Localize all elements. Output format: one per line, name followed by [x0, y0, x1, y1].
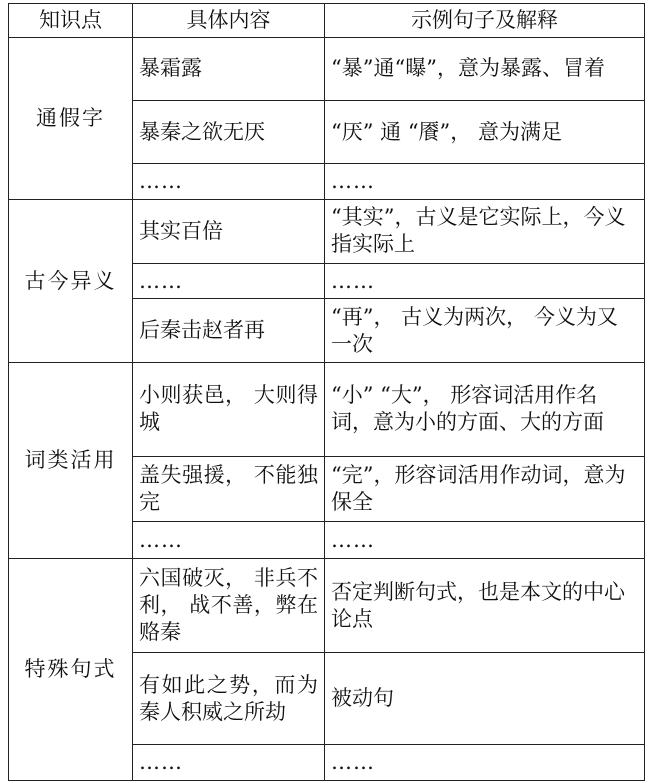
table-row: [9, 37, 645, 100]
content-cell: 暴霜露: [133, 37, 325, 100]
table-row: [9, 200, 645, 263]
content-cell: ……: [133, 745, 325, 781]
example-cell: ……: [325, 263, 645, 299]
content-cell: 有如此之势，而为秦人积威之所劫: [133, 653, 325, 745]
knowledge-table: [8, 3, 645, 781]
content-cell: 盖失强援， 不能独完: [133, 456, 325, 521]
header-row: [9, 4, 645, 38]
content-cell: 暴秦之欲无厌: [133, 101, 325, 164]
header-example: 示例句子及解释: [325, 4, 645, 38]
example-cell: “小” “大”， 形容词活用作名词，意为小的方面、大的方面: [325, 362, 645, 456]
content-cell: ……: [133, 522, 325, 559]
table-row: [9, 559, 645, 653]
example-cell: “再”， 古义为两次， 今义为又一次: [325, 299, 645, 362]
knowledge-point-cell: 古今异义: [9, 200, 133, 363]
content-cell: ……: [133, 164, 325, 200]
content-cell: 其实百倍: [133, 200, 325, 263]
example-cell: ……: [325, 164, 645, 200]
content-cell: 六国破灭， 非兵不利， 战不善，弊在赂秦: [133, 559, 325, 653]
knowledge-point-cell: 词类活用: [9, 362, 133, 558]
content-cell: ……: [133, 263, 325, 299]
knowledge-point-cell: 通假字: [9, 37, 133, 200]
example-cell: “完”，形容词活用作动词，意为保全: [325, 456, 645, 521]
content-cell: 小则获邑， 大则得城: [133, 362, 325, 456]
knowledge-point-cell: 特殊句式: [9, 559, 133, 781]
example-cell: 被动句: [325, 653, 645, 745]
table-row: [9, 362, 645, 456]
example-cell: “暴”通“曝”，意为暴露、冒着: [325, 37, 645, 100]
content-cell: 后秦击赵者再: [133, 299, 325, 362]
example-cell: “厌” 通 “餍”， 意为满足: [325, 101, 645, 164]
example-cell: ……: [325, 522, 645, 559]
example-cell: “其实”，古义是它实际上，今义指实际上: [325, 200, 645, 263]
header-content: 具体内容: [133, 4, 325, 38]
example-cell: 否定判断句式，也是本文的中心论点: [325, 559, 645, 653]
example-cell: ……: [325, 745, 645, 781]
header-knowledge-point: 知识点: [9, 4, 133, 38]
